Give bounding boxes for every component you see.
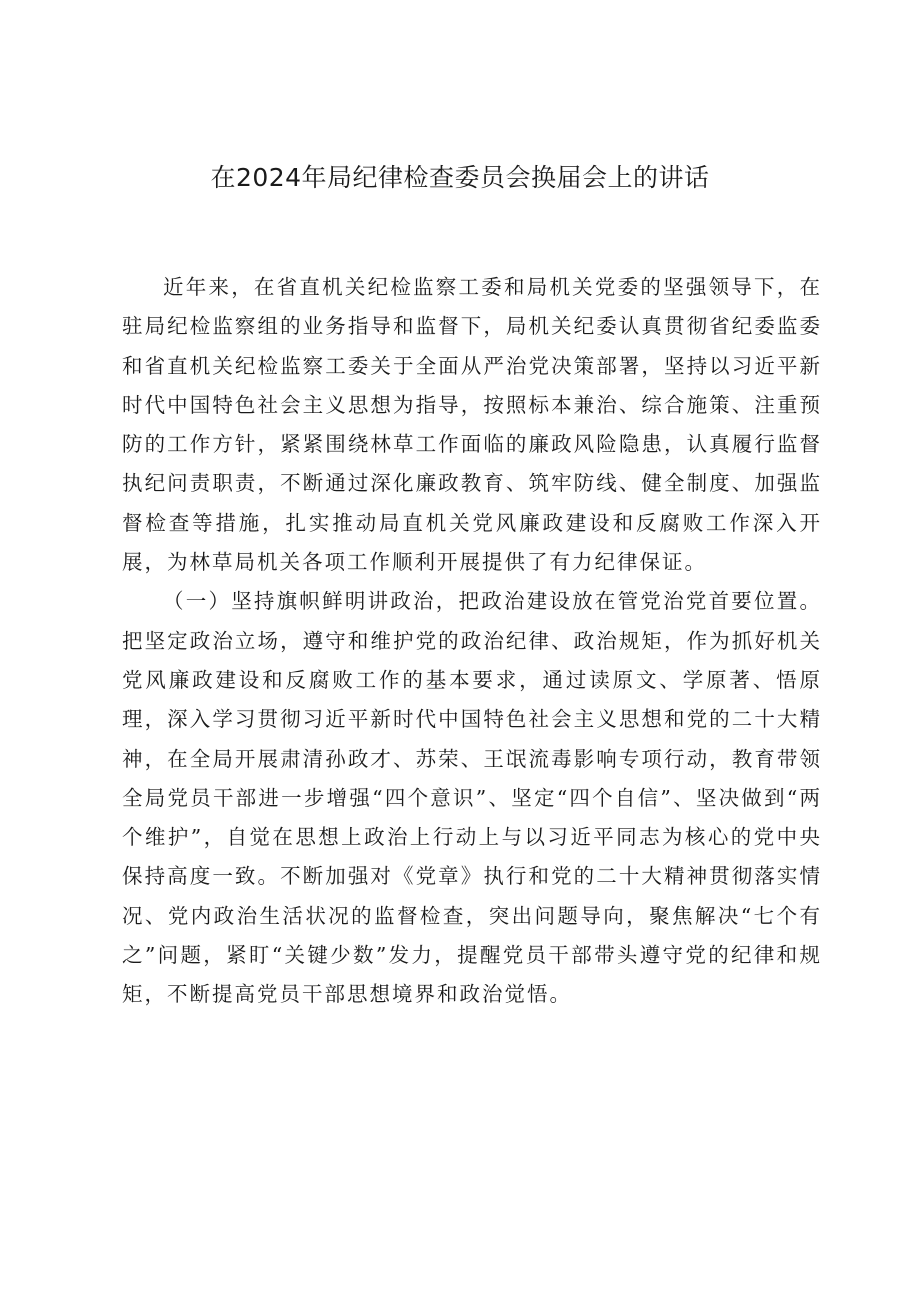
paragraph-section-1: （一）坚持旗帜鲜明讲政治，把政治建设放在管党治党首要位置。把坚定政治立场，遵守和维护党的政治纪律、政治规矩，作为抓好机关党风廉政建设和反腐败工作的基本要求，通过读原文、学原著、悟原理，深入学习贯彻习近平新时代中国特色社会主义思想和党的二十大精神，在全局开展肃清孙政才、苏荣、王氓流毒影响专项行动，教育带领全局党员干部进一步增强“四个意识”、坚定“四个自信”、坚决做到“两个维护”，自觉在思想上政治上行动上与以习近平同志为核心的党中央保持高度一致。不断加强对《党章》执行和党的二十大精神贯彻落实情况、党内政治生活状况的监督检查，突出问题导向，聚焦解决“七个有之”问题，紧盯“关键少数”发力，提醒党员干部带头遵守党的纪律和规矩，不断提高党员干部思想境界和政治觉悟。 [122, 589, 822, 1007]
paragraph-intro: 近年来，在省直机关纪检监察工委和局机关党委的坚强领导下，在驻局纪检监察组的业务指导和监督下，局机关纪委认真贯彻省纪委监委和省直机关纪检监察工委关于全面从严治党决策部署，坚持以习近平新时代中国特色社会主义思想为指导，按照标本兼治、综合施策、注重预防的工作方针，紧紧围绕林草工作面临的廉政风险隐患，认真履行监督执纪问责职责，不断通过深化廉政教育、筑牢防线、健全制度、加强监督检查等措施，扎实推动局直机关党风廉政建设和反腐败工作深入开展，为林草局机关各项工作顺利开展提供了有力纪律保证。 [122, 275, 822, 575]
document-title: 在2024年局纪律检查委员会换届会上的讲话 [210, 163, 710, 192]
document-body [122, 268, 822, 1015]
